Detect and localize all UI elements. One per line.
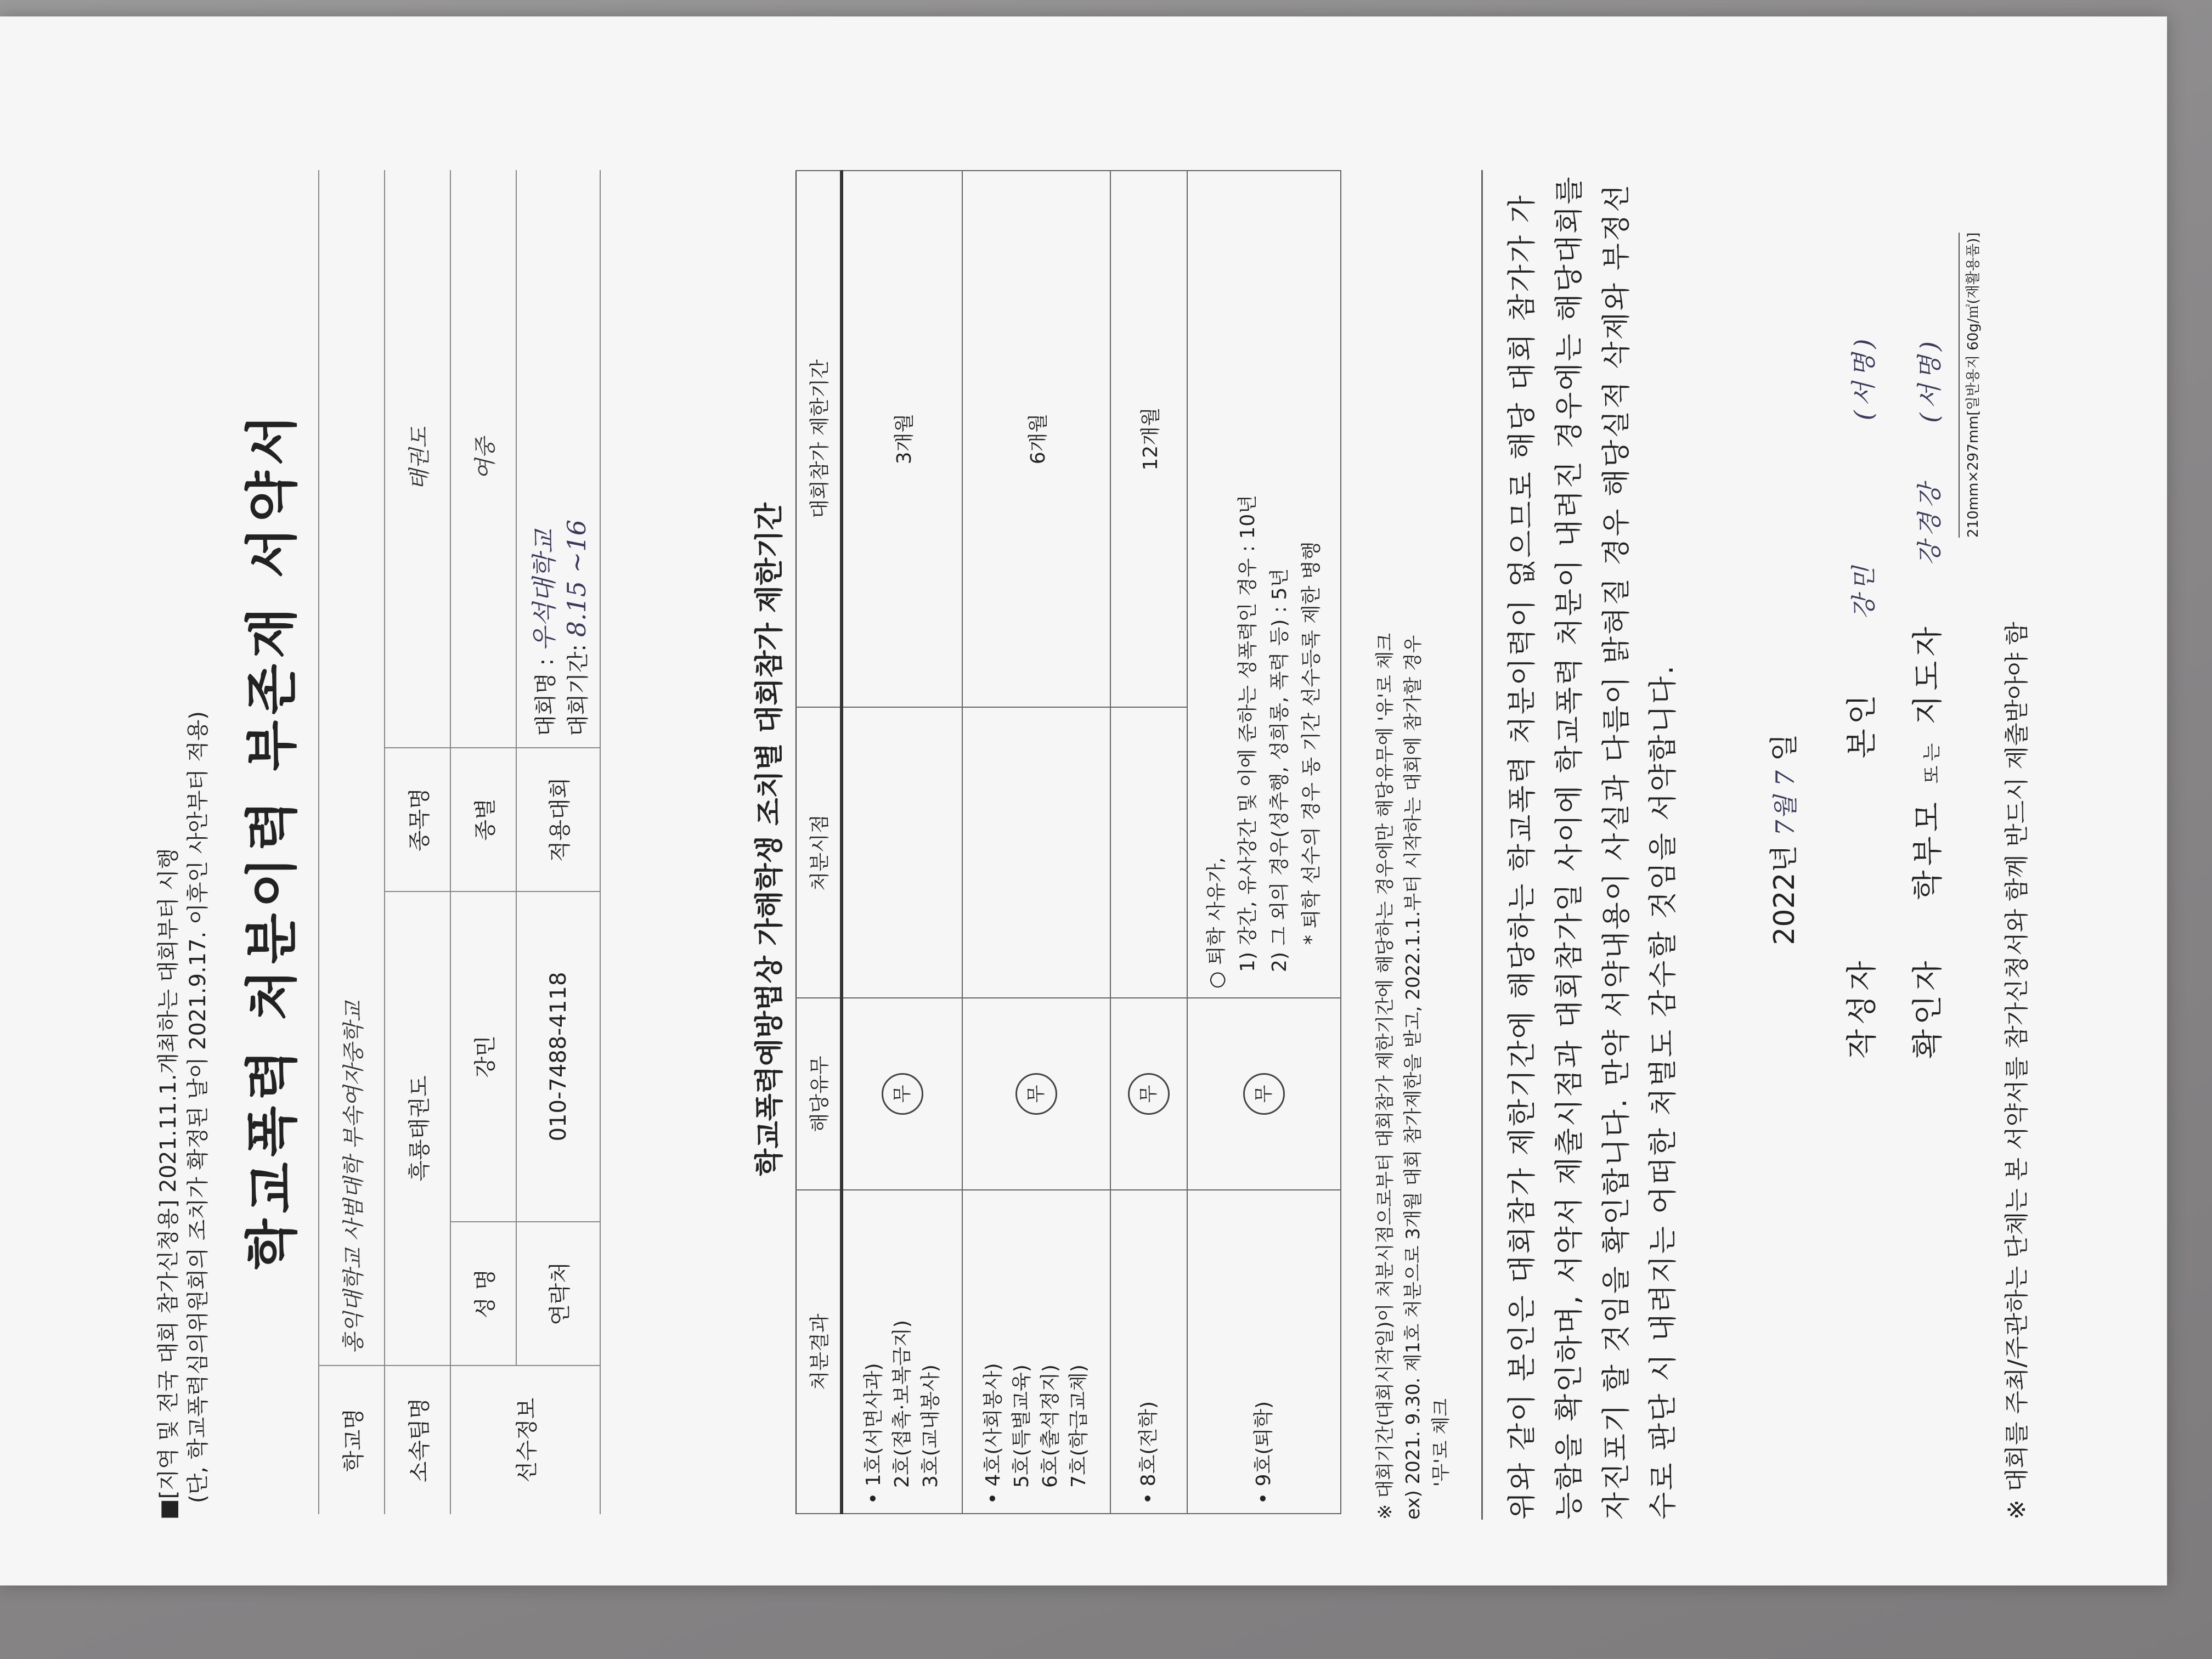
notice-line-2: (단, 학교폭력심의위원회의 조치가 확정된 날이 2021.9.17. 이후인 사안부터 적용)	[185, 711, 211, 1503]
note-line: ○ 퇴학 사유가,	[1205, 857, 1228, 989]
name-value: 강민	[450, 891, 516, 1222]
applicable-cell	[842, 998, 962, 1190]
pledge-text: 위와 같이 본인은 대회참가 제한기간에 해당하는 학교폭력 처분이력이 없으므로 해당 대회 참가가 가능함을 확인하며, 서약서 제출시점과 대회참가일 사이에 학교폭력 처분이 내려진 경우에는 해당대회를 자진포기 할 것임을 확인합니다. 만약 서약내용이 사실과 다름이 밝혀질 경우 해당실적 삭제와 부정선수로 판단 시 내려지는 어떠한 처벌도 감수할 것임을 서약합니다.	[1481, 170, 1688, 1520]
date-month: 7월	[1770, 795, 1800, 836]
notice	[154, 711, 213, 1520]
competition-period-label: 대회기간:	[566, 644, 591, 736]
category-value: 여중	[450, 170, 516, 748]
name-label: 성 명	[450, 1222, 516, 1365]
date-year: 2022년	[1768, 845, 1801, 945]
confirmer-role-coach: 지도자	[1910, 622, 1946, 725]
pledge-document	[110, 126, 2085, 1553]
result-line: 5호(특별교육)	[1010, 1364, 1033, 1488]
competition-period-value: 8.15 ~16	[562, 520, 591, 637]
footnote-line: '무'로 체크	[1430, 1398, 1452, 1487]
header-applicable: 해당유무	[796, 998, 842, 1190]
result-line: • 9호(퇴학)	[1252, 1401, 1275, 1504]
limit-cell: 6개월	[962, 171, 1110, 707]
circled-mark: 무	[1243, 1073, 1285, 1115]
result-cell	[1110, 1190, 1187, 1514]
note-line: 2) 그 외의 경우(성추행, 성희롱, 폭력 등) : 5년	[1268, 568, 1291, 972]
author-signature: (서명)	[1849, 334, 1878, 421]
footnote-line: ※ 대회기간(대회시작일)이 처분시점으로부터 대회참가 제한기간에 해당하는 경우에만 해당유무에 '유'로 체크	[1374, 633, 1396, 1520]
confirmer-signature: (서명)	[1915, 337, 1944, 423]
confirmer-signature-line	[1904, 337, 1948, 1059]
result-line: 2호(접촉·보복금지)	[890, 1320, 913, 1488]
date-day: 7	[1770, 770, 1800, 787]
confirmer-label: 확인자	[1910, 956, 1946, 1059]
athlete-info-table	[318, 170, 601, 1514]
note-line: 1) 강간, 유사강간 및 이에 준하는 성폭력인 경우 : 10년	[1237, 494, 1260, 972]
event-label: 종목명	[385, 748, 450, 891]
competition-name-label: 대회명 :	[533, 658, 558, 736]
applicable-cell	[1110, 998, 1187, 1190]
result-line: • 1호(서면사과)	[862, 1363, 885, 1504]
team-value: 흑룡태권도	[385, 891, 450, 1365]
circled-mark: 무	[1128, 1073, 1170, 1115]
paper-spec: 210mm×297mm[일반용지 60g/㎡(재활용품)]	[1959, 233, 1982, 538]
result-line: • 8호(전학)	[1137, 1401, 1160, 1504]
time-cell	[962, 707, 1110, 998]
pledge-date	[1761, 126, 1802, 1553]
circled-mark: 무	[882, 1073, 923, 1115]
applied-label: 적용대회	[516, 748, 600, 891]
date-day-unit: 일	[1768, 733, 1801, 761]
category-label: 종별	[450, 748, 516, 891]
document-title: 학교폭력 처분이력 부존재 서약서	[241, 409, 303, 1270]
circled-mark: 무	[1015, 1073, 1057, 1115]
limit-cell: 12개월	[1110, 171, 1187, 707]
time-cell	[842, 707, 962, 998]
header-time: 처분시점	[796, 707, 842, 998]
result-cell	[962, 1190, 1110, 1514]
expulsion-notes	[1187, 171, 1341, 998]
result-cell	[842, 1190, 962, 1514]
team-label: 소속팀명	[385, 1365, 450, 1514]
applicable-cell	[1187, 998, 1341, 1190]
section-title: 학교폭력예방법상 가해학생 조치별 대회참가 제한기간	[753, 503, 786, 1176]
event-value: 태권도	[385, 170, 450, 748]
author-name: 강민	[1849, 562, 1878, 620]
bottom-note: ※ 대회를 주최/주관하는 단체는 본 서약서를 참가신청서와 함께 반드시 제출받아야 함	[2003, 622, 2031, 1520]
author-label: 작성자	[1844, 956, 1880, 1059]
confirmer-or: 또는	[1921, 738, 1943, 784]
footnote	[1372, 176, 1455, 1520]
header-result: 처분결과	[796, 1190, 842, 1514]
confirmer-role-parent: 학부모	[1910, 798, 1946, 900]
result-line: 6호(출석정지)	[1039, 1364, 1062, 1488]
limit-cell: 3개월	[842, 171, 962, 707]
author-role: 본인	[1844, 690, 1880, 759]
athlete-label: 선수정보	[450, 1365, 600, 1514]
note-line: * 퇴학 선수의 경우 동 기간 선수등록 제한 병행	[1300, 541, 1323, 945]
contact-label: 연락처	[516, 1222, 600, 1365]
result-line: 7호(학급교체)	[1068, 1364, 1091, 1488]
author-signature-line	[1838, 335, 1882, 1059]
school-value: 홍익대학교 사범대학 부속여자중학교	[319, 170, 385, 1365]
result-line: 3호(교내봉사)	[919, 1364, 943, 1488]
footnote-line: ex) 2021. 9.30. 제1호 처분으로 3개월 대회 참가제한을 받고, 2022.1.1.부터 시작하는 대회에 참가할 경우	[1402, 635, 1424, 1520]
school-label: 학교명	[319, 1365, 385, 1514]
competition-name-value: 우석대학교	[529, 529, 559, 652]
time-cell	[1110, 707, 1187, 998]
header-limit: 대회참가 제한기간	[796, 171, 842, 707]
applicable-cell	[962, 998, 1110, 1190]
contact-value: 010-7488-4118	[516, 891, 600, 1222]
competition-info	[516, 170, 600, 748]
sanction-table	[795, 170, 1341, 1514]
paper-sheet	[0, 16, 2167, 1585]
notice-line-1: ■[지역 및 전국 대회 참가신청용] 2021.11.1.개최하는 대회부터 시행	[156, 848, 181, 1520]
confirmer-name: 강경강	[1915, 479, 1944, 566]
result-line: • 4호(사회봉사)	[981, 1363, 1005, 1504]
result-cell	[1187, 1190, 1341, 1514]
